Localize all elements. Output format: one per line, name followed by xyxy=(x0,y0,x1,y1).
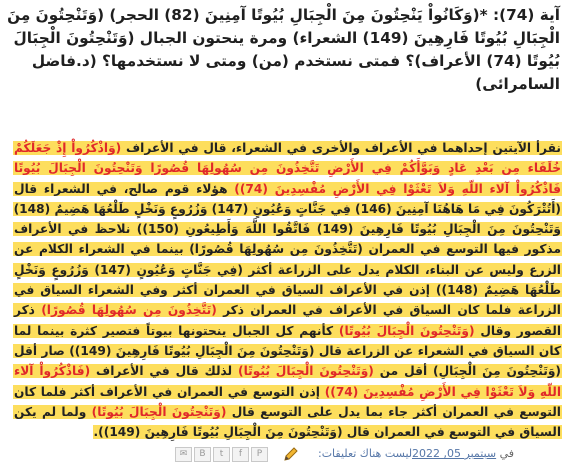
quran-quote: (وَتَنْحِتُونَ الْجِبَالَ بُيُوتًا) xyxy=(238,364,374,379)
quran-quote: (فَاذْكُرُواْ آلاء اللّهِ وَلاَ تَعْثَوْا فِي الأَرْضِ مُفْسِدِينَ (74)) xyxy=(14,364,561,399)
quran-quote: (تَتَّخِذُونَ مِن سُهُولِهَا قُصُورًا) xyxy=(41,303,217,318)
pinterest-icon[interactable]: P xyxy=(251,447,268,462)
post-body xyxy=(13,138,562,442)
quran-quote: (وَتَنْحِتُونَ الْجِبَالَ بُيُوتًا) xyxy=(91,404,227,419)
quran-quote: (وَتَنْحِتُونَ الْجِبَالَ بُيُوتًا) xyxy=(338,323,475,338)
date-prefix: في xyxy=(499,447,515,460)
pencil-icon[interactable] xyxy=(283,446,299,462)
body-segment: إذن التوسع في العمران في الأعراف أكثر فلما كان التوسع في العمران أكثر جاء بما يدل على التوسع قال xyxy=(14,384,561,419)
post-footer xyxy=(0,446,566,464)
body-segment: هؤلاء قوم صالح، في الشعراء قال (أَتُتْرَكُونَ فِي مَا هَاهُنَا آمِنِينَ (146) فِي جَنَّاتٍ وَعُيُونٍ (147) وَزُرُوعٍ وَنَخْلٍ طَلْعُهَا هَضِيمٌ (148) وَتَنْحِتُونَ مِنَ الْجِبَالِ بُيُوتًا فَارِهِينَ (149) فَاتَّقُوا اللَّهَ وَأَطِيعُونِ (150)) نلاحظ في الأعراف مذكور فيها التوسع في العمران (تَتَّخِذُونَ مِن سُهُولِهَا قُصُورًا) بينما في الشعراء الكلام عن الزرع وليس عن البناء، الكلام يدل على الزراعة أكثر (فِي جَنَّاتٍ وَعُيُونٍ (147) وَزُرُوعٍ وَنَخْلٍ طَلْعُهَا هَضِيمٌ (148)) إذن في الأعراف السياق في العمران أكثر وفي الشعراء السياق في الزراعة فلما كان السياق في الأعراف في العمران ذكر xyxy=(13,181,561,318)
post-title: آية (74): *(وَكَانُواْ يَنْحِتُونَ مِنَ الْجِبَالِ بُيُوتًا آمِنِينَ (82) الحجر) (وَتَنْحِتُونَ مِنَ الْجِبَالِ بُيُوتًا فَارِهِينَ (149) الشعراء) ومرة ينحتون الجبال (وَتَنْحِتُونَ الْجِبَالَ بُيُوتًا (74) الأعراف)؟ فمتى نستخدم (من) ومتى لا نستخدمها؟ (د.فاضل السامرائى) xyxy=(7,6,560,93)
email-icon[interactable]: ✉ xyxy=(175,447,192,462)
share-bar xyxy=(175,447,268,462)
body-segment: ولما لم يكن السياق في التوسع في العمران قال (وَتَنْحِتُونَ مِنَ الْجِبَالِ بُيُوتًا فَارِهِينَ (149)). xyxy=(14,404,561,440)
body-segment: ذكر القصور وقال xyxy=(14,303,561,338)
post-date-line xyxy=(412,447,514,460)
post-body-text xyxy=(13,141,562,439)
comments-link[interactable]: ليست هناك تعليقات: xyxy=(318,447,413,460)
body-segment: نقرأ الآيتين إحداهما في الأعراف والأخرى في الشعراء، قال في الأعراف xyxy=(121,141,561,155)
body-segment: كأنهم كل الجبال ينحتونها بيوتاً فتصير كثرة بينما لما كان السياق في الشعراء عن الزراعة قال (وَتَنْحِتُونَ مِنَ الْجِبَالِ بُيُوتًا فَارِهِينَ (149)) صار أقل (وَتَنْحِتُونَ مِنَ الْجِبَالِ) أقل من xyxy=(14,323,561,379)
body-segment: لذلك قال في الأعراف xyxy=(90,364,239,379)
twitter-icon[interactable]: t xyxy=(213,447,230,462)
facebook-icon[interactable]: f xyxy=(232,447,249,462)
blog-icon[interactable]: B xyxy=(194,447,211,462)
quran-quote: (وَاذْكُرُواْ إِذْ جَعَلَكُمْ خُلَفَاء مِن بَعْدِ عَادٍ وَبَوَّأَكُمْ فِي الأَرْضِ تَتَّخِذُونَ مِن سُهُولِهَا قُصُورًا وَتَنْحِتُونَ الْجِبَالَ بُيُوتًا فَاذْكُرُواْ آلاء اللّهِ وَلاَ تَعْثَوْا فِي الأَرْضِ مُفْسِدِينَ (74)) xyxy=(14,141,561,196)
post-date-link[interactable]: سبتمبر 05, 2022 xyxy=(412,447,497,460)
